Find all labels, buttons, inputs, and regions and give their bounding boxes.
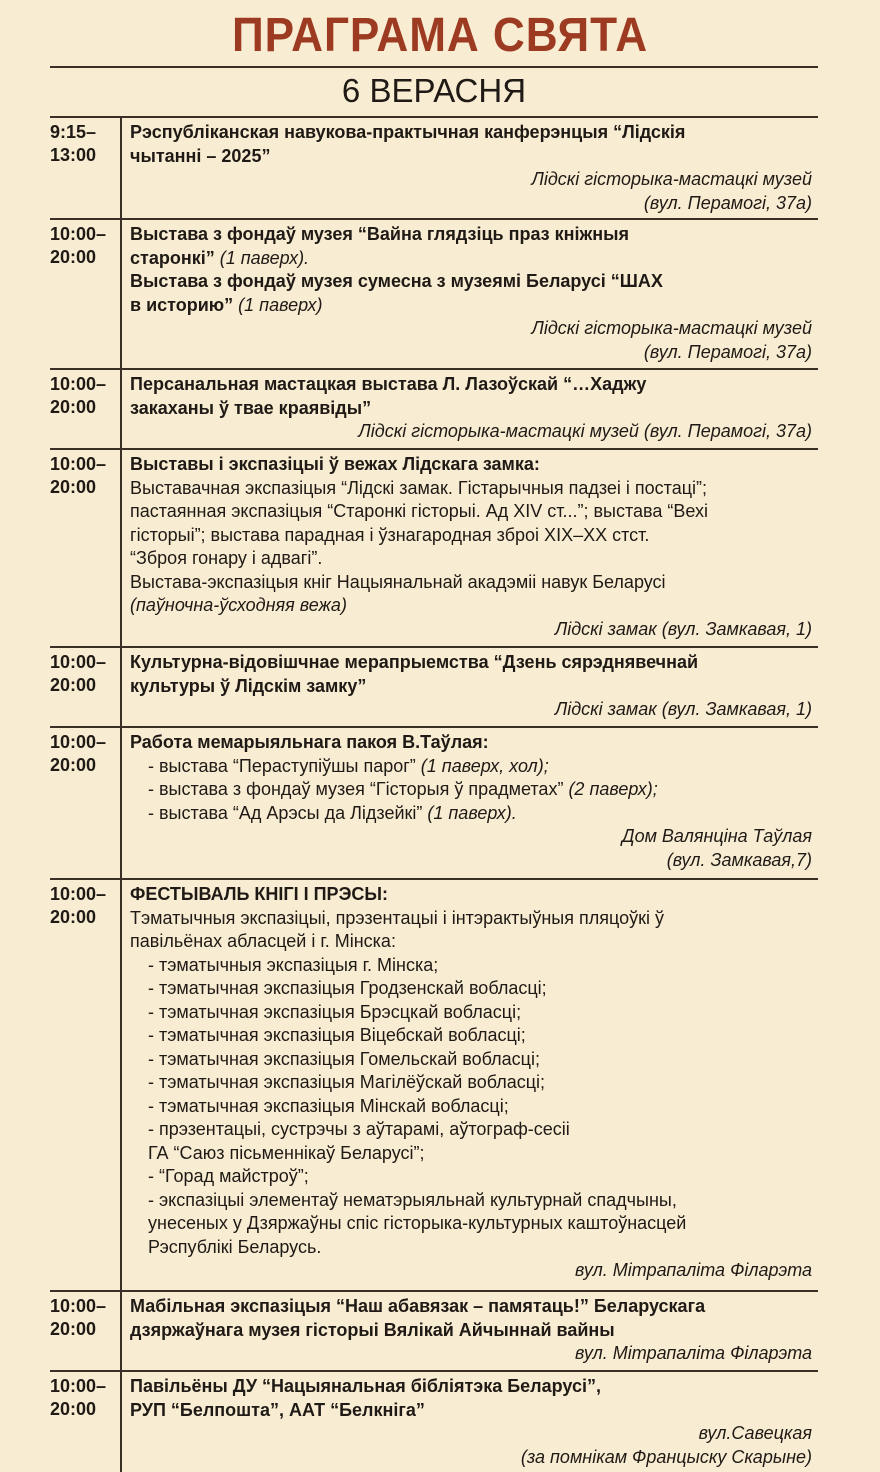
time-start: 10:00– [50,732,107,752]
list-item: - тэматычная экспазіцыя Віцебскай вобласці; [148,1025,526,1045]
event-address: (вул. Замкавая,7) [666,849,812,870]
event-text: павільёнах абласцей і г. Мінска: [130,931,396,951]
event-time [50,728,122,878]
event-time [50,648,122,726]
event-row [50,370,818,450]
event-place: вул.Савецкая [698,1423,812,1443]
list-item: - тэматычная экспазіцыя Магілёўскай вобласці; [148,1072,546,1092]
event-address: (вул. Перамогі, 37а) [643,192,812,213]
event-title: в историю” [130,294,234,315]
time-end: 13:00 [50,145,97,165]
list-item [130,755,812,779]
date-heading: 6 ВЕРАСНЯ [50,66,818,118]
event-row [50,880,818,1292]
event-title: чытанні – 2025” [130,145,271,166]
event-row [50,220,818,370]
event-place: Дом Валянціна Таўлая [621,826,812,846]
list-item-text: - выстава “Ад Арэсы да Лідзейкі” [148,802,423,823]
event-content [122,648,818,726]
event-time [50,370,122,448]
event-title: Персанальная мастацкая выстава Л. Лазоўскай “…Хаджу [130,374,647,394]
time-end: 20:00 [50,1319,97,1339]
event-place: Лідскі замак (вул. Замкавая, 1) [554,699,812,719]
event-title: РУП “Белпошта”, ААТ “Белкніга” [130,1399,425,1420]
time-end: 20:00 [50,247,97,267]
event-title: Мабільная экспазіцыя “Наш абавязак – памятаць!” Беларускага [130,1296,706,1316]
event-title: ФЕСТЫВАЛЬ КНІГІ І ПРЭСЫ: [130,884,388,904]
event-note: (паўночна-ўсходняя вежа) [130,595,347,615]
event-title: Работа мемарыяльнага пакоя В.Таўлая: [130,732,489,752]
list-item [130,802,812,826]
event-title: Выстава з фондаў музея сумесна з музеямі Беларусі “ШАХ [130,271,663,291]
event-content [122,370,818,448]
time-end: 20:00 [50,675,97,695]
list-item: - тэматычная экспазіцыя Мінскай вобласці; [148,1095,509,1116]
event-row [50,648,818,728]
event-place: вул. Мітрапаліта Філарэта [575,1343,812,1363]
event-title: Культурна-відовішчнае мерапрыемства “Дзень сярэднявечнай [130,652,699,672]
list-item: - тэматычная экспазіцыя Гомельскай вобласці; [148,1048,540,1069]
event-title: Выставы і экспазіцыі ў вежах Лідскага замка: [130,454,540,474]
event-content [122,220,818,368]
event-address: (вул. Перамогі, 37а) [643,341,812,362]
event-row [50,1372,818,1472]
event-time [50,880,122,1290]
event-title: Рэспубліканская навукова-практычная канферэнцыя “Лідскія [130,122,686,142]
event-text: Тэматычныя экспазіцыі, прэзентацыі і інтэрактыўныя пляцоўкі ў [130,907,664,928]
list-item: - тэматычныя экспазіцыя г. Мінска; [148,954,439,975]
list-item: - “Горад майстроў”; [148,1166,309,1186]
event-address: (за помнікам Францыску Скарыне) [520,1446,812,1467]
list-item: Рэспублікі Беларусь. [148,1236,322,1257]
event-content [122,880,818,1290]
event-place: Лідскі гісторыка-мастацкі музей (вул. Перамогі, 37а) [358,421,812,441]
time-start: 10:00– [50,1376,107,1396]
event-title: Павільёны ДУ “Нацыянальная бібліятэка Беларусі”, [130,1376,601,1396]
event-row [50,728,818,880]
event-row [50,118,818,220]
event-title: культуры ў Лідскім замку” [130,675,367,696]
event-title: старонкі” [130,247,215,268]
event-time [50,118,122,218]
list-item-text: - выстава з фондаў музея “Гісторыя ў прадметах” [148,779,564,799]
event-text: Выстава-экспазіцыя кніг Нацыянальнай акадэміі навук Беларусі [130,571,666,592]
list-item: - экспазіцыі элементаў нематэрыяльнай культурнай спадчыны, [148,1189,677,1210]
list-item: ГА “Саюз пісьменнікаў Беларусі”; [148,1142,425,1163]
event-place: Лідскі замак (вул. Замкавая, 1) [554,618,812,639]
event-place: Лідскі гісторыка-мастацкі музей [531,169,812,189]
event-content [122,450,818,646]
list-item: - тэматычная экспазіцыя Гродзенскай вобласці; [148,978,547,998]
event-note: (1 паверх) [233,294,323,315]
event-time [50,1292,122,1370]
time-end: 20:00 [50,397,97,417]
event-text: гісторыі”; выстава парадная і ўзнагародная зброі XIX–XX стст. [130,524,650,545]
event-note: (1 паверх). [214,247,310,268]
event-row [50,450,818,648]
time-start: 10:00– [50,454,107,474]
event-title: Выстава з фондаў музея “Вайна глядзіць праз кніжныя [130,224,630,244]
event-row [50,1292,818,1372]
event-content [122,118,818,218]
list-item: - прэзентацыі, сустрэчы з аўтарамі, аўтограф-сесіі [148,1119,570,1139]
list-item-text: - выстава “Пераступіўшы парог” [148,755,416,776]
time-start: 10:00– [50,1296,107,1316]
time-end: 20:00 [50,755,97,775]
event-title: дзяржаўнага музея гісторыі Вялікай Айчыннай вайны [130,1319,615,1340]
page-title: ПРАГРАМА СВЯТА [231,9,649,62]
list-item [130,778,812,802]
event-time [50,450,122,646]
time-end: 20:00 [50,477,97,497]
time-start: 9:15– [50,122,97,142]
event-text: “Зброя гонару і адвагі”. [130,548,323,568]
time-start: 10:00– [50,224,107,244]
event-note: (1 паверх). [422,802,517,823]
event-text: Выставачная экспазіцыя “Лідскі замак. Гістарычныя падзеі і постаці”; [130,477,708,498]
time-start: 10:00– [50,652,107,672]
list-item: унесеных у Дзяржаўны спіс гісторыка-культурных каштоўнасцей [148,1213,687,1233]
event-time [50,220,122,368]
event-place: вул. Мітрапаліта Філарэта [575,1260,812,1280]
event-note: (1 паверх, хол); [415,755,549,776]
event-place: Лідскі гісторыка-мастацкі музей [531,318,812,338]
event-content [122,1372,818,1472]
event-title: закаханы ў твае краявіды” [130,397,372,418]
event-note: (2 паверх); [563,779,658,799]
event-content [122,728,818,878]
time-start: 10:00– [50,884,107,904]
time-start: 10:00– [50,374,107,394]
time-end: 20:00 [50,907,97,927]
time-end: 20:00 [50,1399,97,1419]
event-time [50,1372,122,1472]
event-content [122,1292,818,1370]
event-text: пастаянная экспазіцыя “Старонкі гісторыі. Ад XIV ст...”; выстава “Вехі [130,501,709,521]
list-item: - тэматычная экспазіцыя Брэсцкай вобласці; [148,1001,522,1022]
